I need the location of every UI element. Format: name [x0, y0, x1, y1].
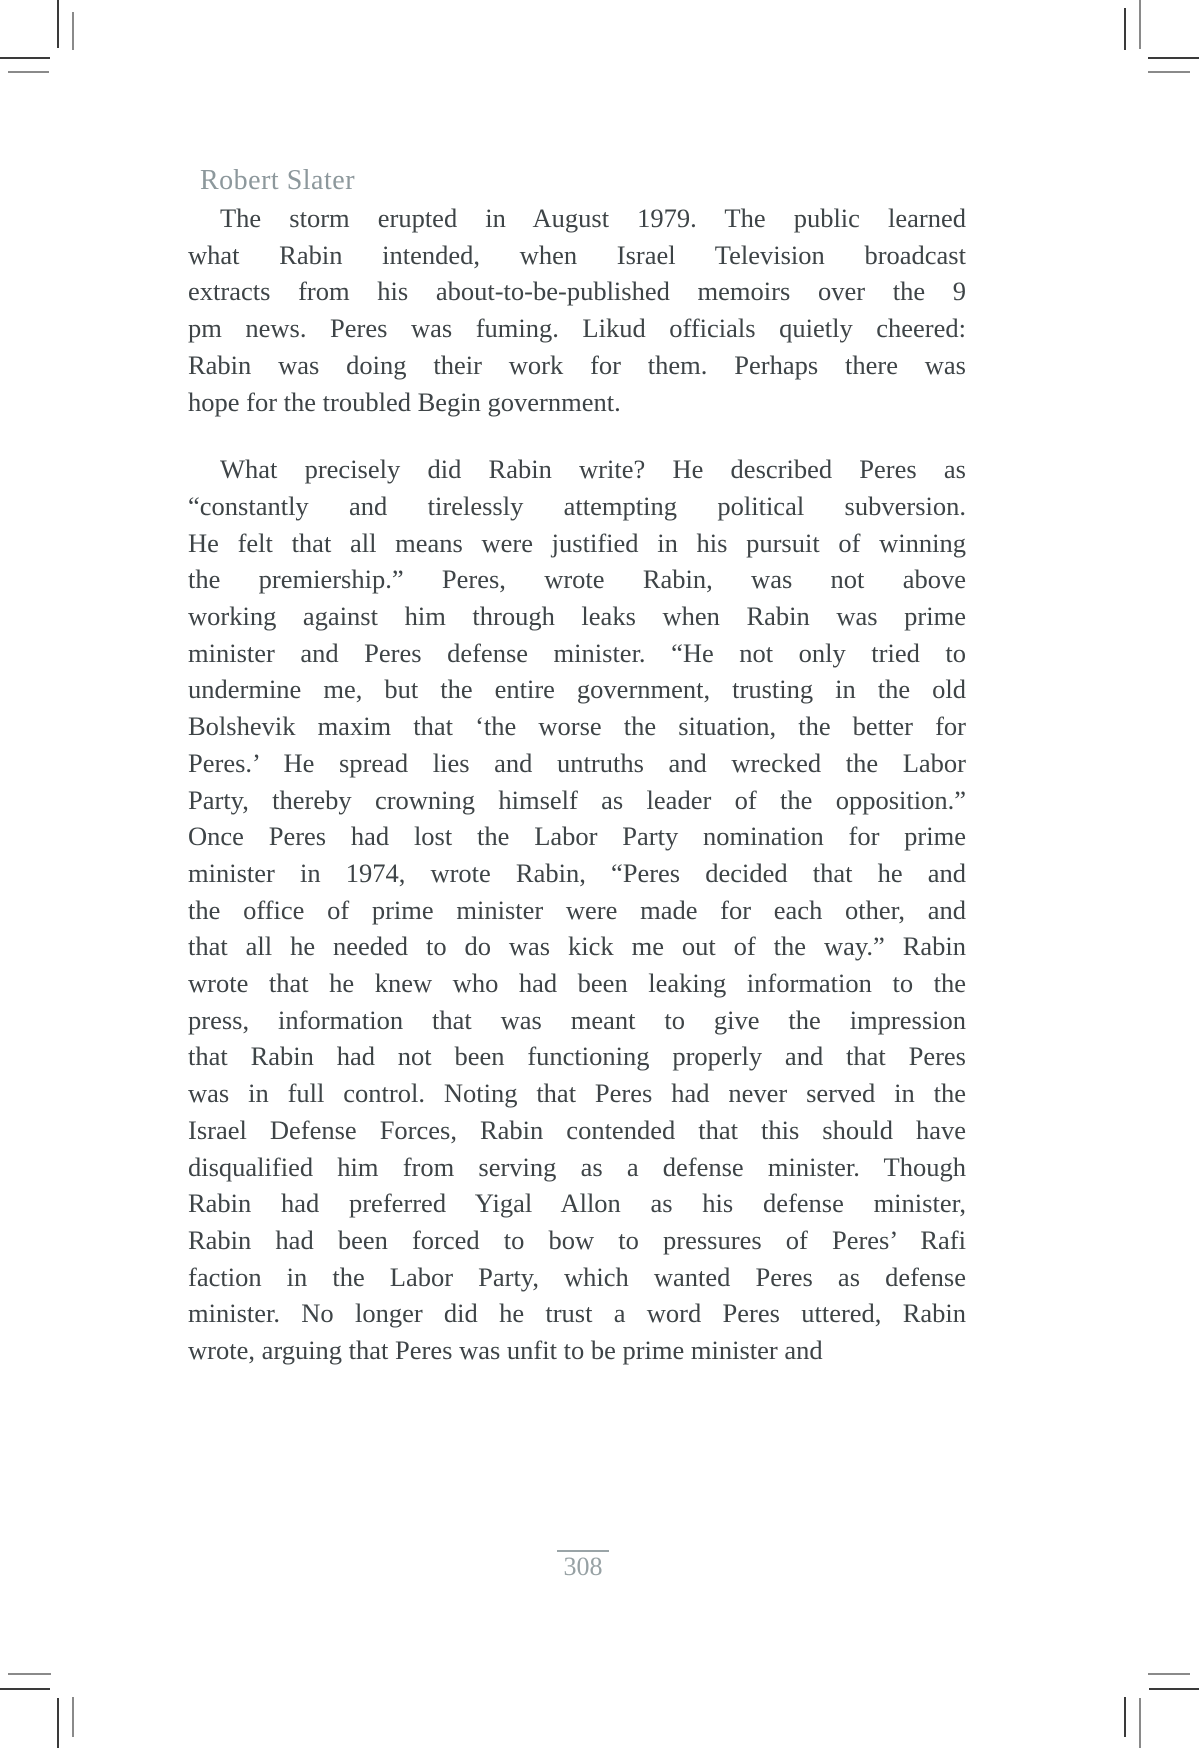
text-line: press, information that was meant to give the impression: [188, 1004, 966, 1035]
text-line: He felt that all means were justified in his pursuit of winning: [188, 527, 966, 558]
text-line: was in full control. Noting that Peres had never served in the: [188, 1078, 966, 1109]
text-line: Bolshevik maxim that ‘the worse the situation, the better for: [188, 711, 966, 742]
text-line: “constantly and tirelessly attempting political subversion.: [188, 490, 966, 521]
text-line: extracts from his about-to-be-published memoirs over the 9: [188, 276, 966, 307]
text-line: what Rabin intended, when Israel Television broadcast: [188, 239, 966, 270]
text-line: Rabin had preferred Yigal Allon as his defense minister,: [188, 1188, 966, 1219]
paragraph: [188, 200, 966, 420]
text-line: the office of prime minister were made for each other, and: [188, 894, 966, 925]
crop-mark-bottom-right-vertical-2: [1139, 1698, 1141, 1748]
text-line: What precisely did Rabin write? He described Peres as: [220, 454, 966, 485]
crop-mark-bottom-left-vertical-2: [72, 1697, 74, 1737]
text-line: Israel Defense Forces, Rabin contended that this should have: [188, 1114, 966, 1145]
text-line: Peres.’ He spread lies and untruths and wrecked the Labor: [188, 747, 966, 778]
text-line: working against him through leaks when Rabin was prime: [188, 601, 966, 632]
crop-mark-bottom-left-horizontal-2: [0, 1688, 50, 1690]
paragraph: [188, 451, 966, 1369]
crop-mark-top-left-horizontal-1: [0, 57, 50, 59]
body-text: [188, 200, 966, 1369]
crop-mark-bottom-left-horizontal-1: [8, 1673, 51, 1675]
text-line: pm news. Peres was fuming. Likud officials quietly cheered:: [188, 313, 966, 344]
text-line: Once Peres had lost the Labor Party nomination for prime: [188, 821, 966, 852]
text-line: disqualified him from serving as a defense minister. Though: [188, 1151, 966, 1182]
text-line: that Rabin had not been functioning properly and that Peres: [188, 1041, 966, 1072]
text-line: Rabin had been forced to bow to pressures of Peres’ Rafi: [188, 1224, 966, 1255]
crop-mark-top-right-horizontal-2: [1148, 71, 1190, 73]
text-line: Rabin was doing their work for them. Perhaps there was: [188, 349, 966, 380]
page-number: 308: [563, 1552, 603, 1581]
text-line: minister. No longer did he trust a word Peres uttered, Rabin: [188, 1298, 966, 1329]
crop-mark-top-left-horizontal-2: [8, 71, 49, 73]
crop-mark-bottom-left-vertical-1: [57, 1698, 59, 1748]
crop-mark-bottom-right-horizontal-1: [1148, 1673, 1190, 1675]
running-head-author: Robert Slater: [200, 165, 356, 196]
crop-mark-top-right-vertical-2: [1139, 0, 1141, 49]
text-line: that all he needed to do was kick me out of the way.” Rabin: [188, 931, 966, 962]
crop-mark-bottom-right-horizontal-2: [1149, 1688, 1199, 1690]
crop-mark-top-right-horizontal-1: [1148, 57, 1199, 59]
text-line: The storm erupted in August 1979. The public learned: [220, 203, 966, 233]
text-line: minister and Peres defense minister. “He not only tried to: [188, 637, 966, 668]
text-line: minister in 1974, wrote Rabin, “Peres decided that he and: [188, 857, 966, 888]
text-line: Party, thereby crowning himself as leader of the opposition.”: [188, 784, 966, 815]
text-line: faction in the Labor Party, which wanted Peres as defense: [188, 1261, 966, 1292]
crop-mark-top-left-vertical-1: [57, 0, 59, 48]
text-line: wrote that he knew who had been leaking information to the: [188, 968, 966, 999]
crop-mark-top-left-vertical-2: [72, 12, 74, 50]
text-line: undermine me, but the entire government, trusting in the old: [188, 674, 966, 705]
text-line: hope for the troubled Begin government.: [188, 386, 621, 417]
crop-mark-top-right-vertical-1: [1124, 8, 1126, 50]
text-line: wrote, arguing that Peres was unfit to be prime minister and: [188, 1335, 823, 1366]
page-footer: [543, 1550, 623, 1581]
crop-mark-bottom-right-vertical-1: [1124, 1697, 1126, 1737]
text-line: the premiership.” Peres, wrote Rabin, was not above: [188, 564, 966, 595]
